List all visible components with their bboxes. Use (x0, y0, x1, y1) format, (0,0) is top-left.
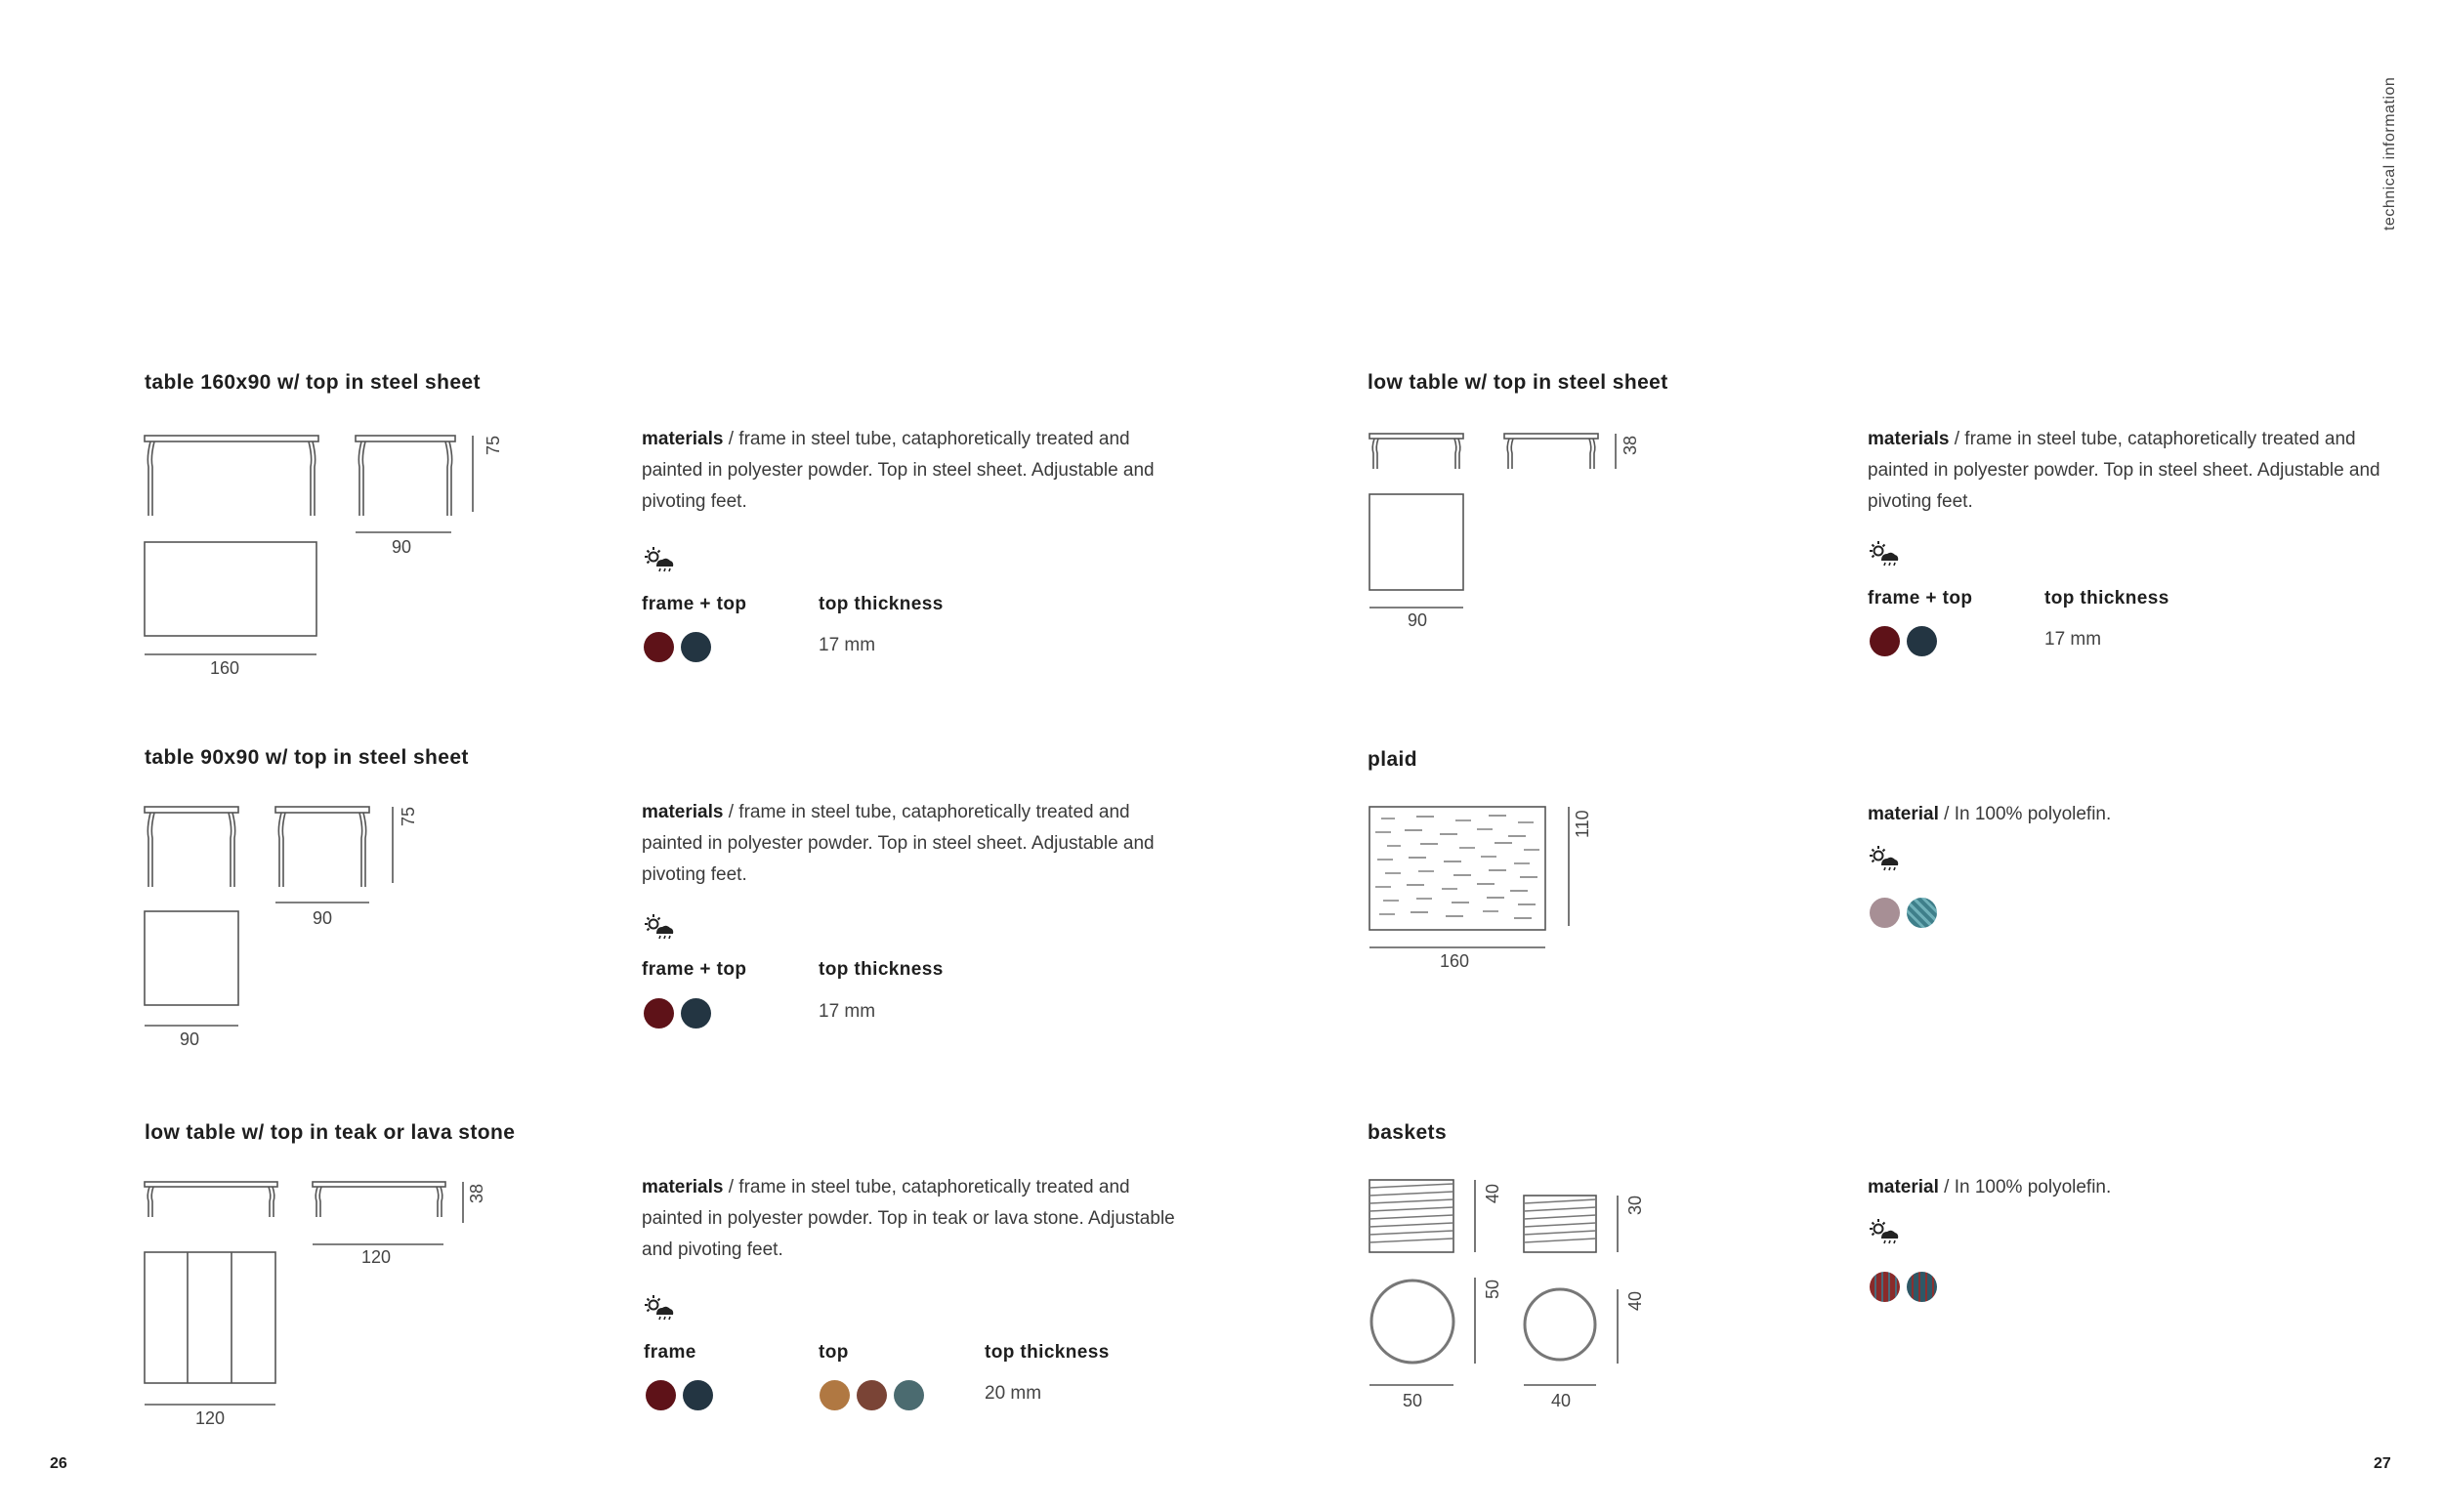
swatch-basket-blue[interactable] (1907, 1272, 1937, 1302)
side-label: technical information (2381, 76, 2398, 231)
materials-description: / frame in steel tube, cataphoretically treated and painted in polyester powder. Top in steel sheet. Adjustable and pivoting feet. (642, 429, 1155, 512)
materials-label: materials (642, 802, 724, 822)
dim-width: 90 (313, 908, 333, 928)
dim-height: 38 (1621, 435, 1640, 455)
table-90-drawing (137, 799, 430, 1053)
outdoor-weather-icon (645, 914, 674, 940)
materials-description: / frame in steel tube, cataphoretically treated and painted in polyester powder. Top in teak or lava stone. Adjustable and pivoting feet. (642, 1177, 1175, 1260)
frame-label: frame (644, 1342, 696, 1363)
swatch-burgundy[interactable] (644, 632, 674, 662)
materials-label: materials (642, 1177, 724, 1197)
swatch-basket-red[interactable] (1870, 1272, 1900, 1302)
baskets-drawing (1362, 1172, 1655, 1407)
dim-length: 90 (1408, 610, 1428, 630)
page-number-left: 26 (50, 1455, 67, 1472)
dim-length: 160 (210, 658, 240, 678)
materials-description: / In 100% polyolefin. (1938, 804, 2112, 824)
low-table-teak-drawing (137, 1174, 488, 1428)
swatch-burgundy[interactable] (644, 998, 674, 1029)
dim-height: 38 (467, 1183, 486, 1203)
materials-label: materials (642, 429, 724, 449)
product-title: table 160x90 w/ top in steel sheet (145, 371, 481, 394)
dim-length: 160 (1440, 951, 1470, 971)
product-title: low table w/ top in steel sheet (1368, 371, 1668, 394)
outdoor-weather-icon (1870, 541, 1899, 567)
swatch-navy[interactable] (681, 998, 711, 1029)
thickness-value: 17 mm (819, 1001, 876, 1022)
swatch-navy[interactable] (1907, 626, 1937, 656)
materials-text (642, 797, 1189, 891)
swatch-plaid-teal[interactable] (1907, 898, 1937, 928)
top-label: top (819, 1342, 849, 1363)
outdoor-weather-icon (1870, 846, 1899, 871)
finish-label: frame + top (1868, 588, 1973, 609)
dim-height: 110 (1573, 810, 1592, 838)
dim-diameter-big-v: 50 (1483, 1279, 1502, 1299)
swatch-lava-brown[interactable] (857, 1380, 887, 1410)
finish-label: frame + top (642, 959, 747, 980)
thickness-value: 20 mm (985, 1383, 1042, 1404)
materials-label: materials (1868, 429, 1950, 449)
product-title: baskets (1368, 1121, 1448, 1144)
outdoor-weather-icon (1870, 1219, 1899, 1244)
dim-width: 120 (361, 1247, 392, 1267)
product-title: table 90x90 w/ top in steel sheet (145, 746, 469, 769)
dim-height-big: 40 (1483, 1183, 1502, 1203)
product-title: low table w/ top in teak or lava stone (145, 1121, 516, 1144)
plaid-drawing (1362, 799, 1596, 975)
dim-diameter-small: 40 (1551, 1391, 1572, 1410)
materials-label: material (1868, 1177, 1939, 1197)
dim-height: 75 (399, 806, 418, 826)
swatch-lava-teal[interactable] (894, 1380, 924, 1410)
materials-text (1868, 424, 2400, 518)
thickness-value: 17 mm (2044, 629, 2102, 650)
materials-description: / frame in steel tube, cataphoretically treated and painted in polyester powder. Top in steel sheet. Adjustable and pivoting feet. (642, 802, 1155, 885)
dim-diameter-small-v: 40 (1625, 1290, 1645, 1311)
dim-diameter-big: 50 (1403, 1391, 1423, 1410)
product-title: plaid (1368, 748, 1418, 771)
page-number-right: 27 (2374, 1455, 2391, 1472)
thickness-value: 17 mm (819, 635, 876, 655)
swatch-navy[interactable] (681, 632, 711, 662)
thickness-label: top thickness (819, 594, 944, 614)
materials-text (1868, 1172, 2415, 1203)
low-table-steel-drawing (1362, 426, 1655, 621)
materials-label: material (1868, 804, 1939, 824)
materials-text (642, 424, 1189, 518)
table-160-drawing (137, 428, 508, 672)
thickness-label: top thickness (819, 959, 944, 980)
outdoor-weather-icon (645, 1295, 674, 1321)
swatch-burgundy[interactable] (646, 1380, 676, 1410)
swatch-navy[interactable] (683, 1380, 713, 1410)
materials-text (642, 1172, 1189, 1266)
swatch-burgundy[interactable] (1870, 626, 1900, 656)
dim-width: 90 (392, 537, 412, 557)
swatch-teak[interactable] (820, 1380, 850, 1410)
finish-label: frame + top (642, 594, 747, 614)
materials-description: / frame in steel tube, cataphoretically treated and painted in polyester powder. Top in steel sheet. Adjustable and pivoting feet. (1868, 429, 2380, 512)
dim-length: 90 (180, 1029, 200, 1049)
materials-description: / In 100% polyolefin. (1938, 1177, 2112, 1197)
thickness-label: top thickness (2044, 588, 2169, 609)
dim-height: 75 (484, 435, 503, 455)
swatch-plaid-mauve[interactable] (1870, 898, 1900, 928)
outdoor-weather-icon (645, 547, 674, 572)
thickness-label: top thickness (985, 1342, 1110, 1363)
dim-height-small: 30 (1625, 1195, 1645, 1215)
materials-text (1868, 799, 2415, 830)
dim-length: 120 (195, 1408, 226, 1428)
